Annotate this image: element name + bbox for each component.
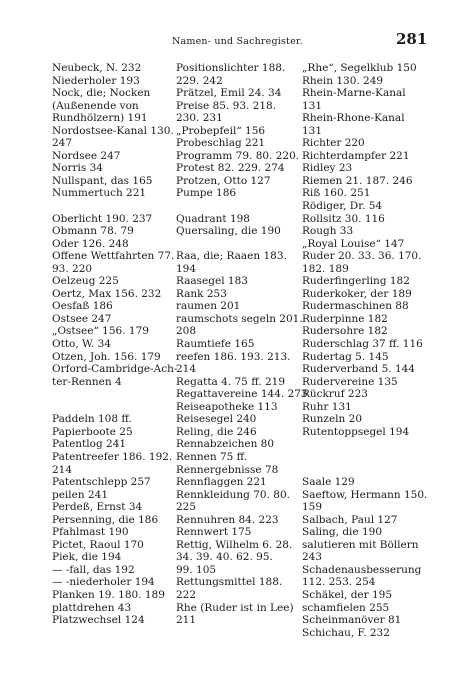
index-entry-line: Rhein 130. 249 xyxy=(302,74,384,87)
index-entry-line: Perdeß, Ernst 34 xyxy=(52,501,143,514)
index-entry-line: Prätzel, Emil 24. 34 xyxy=(176,87,282,100)
index-entry-line: 222 xyxy=(176,588,197,601)
index-entry-line: Rutentoppsegel 194 xyxy=(302,425,410,438)
index-entry-line: Orford-Cambridge-Ach- xyxy=(52,363,178,376)
index-entry-line: Rundhölzern) 191 xyxy=(52,112,148,125)
section-gap xyxy=(52,401,178,414)
index-entry-line: Pumpe 186 xyxy=(176,187,237,200)
index-entry-line: Ruderpinne 182 xyxy=(302,312,388,325)
index-entry-line: 211 xyxy=(176,614,197,627)
index-entry-line: Rettig, Wilhelm 6. 28. xyxy=(176,538,293,551)
index-entry-line: Neubeck, N. 232 xyxy=(52,62,142,74)
index-entry-line: plattdrehen 43 xyxy=(52,601,132,614)
index-entry-line: Rough 33 xyxy=(302,225,354,238)
index-entry-line: 159 xyxy=(302,501,323,514)
index-entry-line: 99. 105 xyxy=(176,563,217,576)
index-entry-line: 230. 231 xyxy=(176,112,223,125)
index-entry-line: Rückruf 223 xyxy=(302,388,368,401)
index-entry-line: Rhein-Rhone-Kanal xyxy=(302,112,405,125)
index-entry-line: Rennabzeichen 80 xyxy=(176,438,275,451)
section-gap xyxy=(302,451,434,464)
index-entry-line: Nordsee 247 xyxy=(52,149,121,162)
index-entry-line: Rennen 75 ff. xyxy=(176,450,248,463)
index-entry-line: 93. 220 xyxy=(52,262,93,275)
index-entry-line: Patentreefer 186. 192. xyxy=(52,450,173,463)
index-entry-line: 243 xyxy=(302,551,323,564)
index-entry-line: Otto, W. 34 xyxy=(52,338,112,351)
index-entry-line: Rennflaggen 221 xyxy=(176,476,267,489)
index-entry-line: Ostsee 247 xyxy=(52,312,112,325)
index-entry-line: Raasegel 183 xyxy=(176,275,248,288)
section-gap xyxy=(302,438,434,451)
index-entry-line: Schadenausbesserung xyxy=(302,563,422,576)
index-entry-line: Platzwechsel 124 xyxy=(52,614,145,627)
index-entry-line: — -niederholer 194 xyxy=(52,576,155,589)
index-entry-line: Nordostsee-Kanal 130. xyxy=(52,124,174,137)
section-gap xyxy=(52,388,178,401)
index-entry-line: — -fall, das 192 xyxy=(52,563,135,576)
index-entry-line: 194 xyxy=(176,262,197,275)
index-entry-line: Persenning, die 186 xyxy=(52,513,159,526)
index-entry-line: Rennkleidung 70. 80. xyxy=(176,488,290,501)
index-entry-line: (Außenende von xyxy=(52,99,139,112)
index-entry-line: Oelzeug 225 xyxy=(52,275,119,288)
section-gap xyxy=(302,464,434,477)
index-entry-line: Rudervereine 135 xyxy=(302,375,398,388)
index-entry-line: Pfahlmast 190 xyxy=(52,526,129,539)
index-entry-line: Reisesegel 240 xyxy=(176,413,257,426)
index-entry-line: raumschots segeln 201. xyxy=(176,312,303,325)
index-entry-line: Rhe (Ruder ist in Lee) xyxy=(176,601,294,614)
index-entry-line: Rödiger, Dr. 54 xyxy=(302,200,383,213)
index-entry-line: 214 xyxy=(52,463,73,476)
index-entry-line: Oesfaß 186 xyxy=(52,300,113,313)
index-entry-line: „Probepfeil“ 156 xyxy=(176,124,266,137)
index-entry-line: Piek, die 194 xyxy=(52,551,122,564)
index-entry-line: 131 xyxy=(302,124,323,137)
index-entry-line: 112. 253. 254 xyxy=(302,576,376,589)
index-entry-line: Saling, die 190 xyxy=(302,526,383,539)
index-entry-line: 34. 39. 40. 62. 95. xyxy=(176,551,273,564)
page-header xyxy=(0,30,467,54)
index-entry-line: Oder 126. 248 xyxy=(52,237,129,250)
index-entry-line: salutieren mit Böllern xyxy=(302,538,419,551)
section-gap xyxy=(176,238,302,251)
index-entry-line: Ruderfingerling 182 xyxy=(302,275,410,288)
index-entry-line: Scheinmanöver 81 xyxy=(302,614,402,627)
index-entry-line: 214 xyxy=(176,363,197,376)
index-entry-line: 182. 189 xyxy=(302,262,349,275)
index-entry-line: Ruderkoker, der 189 xyxy=(302,287,412,300)
index-entry-line: raumen 201 xyxy=(176,300,241,313)
section-gap xyxy=(176,200,302,213)
index-entry-line: ter-Rennen 4 xyxy=(52,375,122,388)
index-entry-line: Runzeln 20 xyxy=(302,413,362,426)
index-entry-line: „Ostsee“ 156. 179 xyxy=(52,325,149,338)
index-entry-line: Schäkel, der 195 xyxy=(302,588,393,601)
index-column-right xyxy=(302,62,434,639)
index-entry-line: Quersaling, die 190 xyxy=(176,225,281,238)
index-entry-line: Nullspant, das 165 xyxy=(52,174,153,187)
section-gap xyxy=(52,200,178,213)
index-entry-line: Programm 79. 80. 220. xyxy=(176,149,300,162)
index-entry-line: Patentlog 241 xyxy=(52,438,127,451)
index-entry-line: Rhein-Marne-Kanal xyxy=(302,87,406,100)
index-entry-line: Riß 160. 251 xyxy=(302,187,371,200)
index-entry-line: Regatta 4. 75 ff. 219 xyxy=(176,375,285,388)
index-entry-line: Ruderschlag 37 ff. 116 xyxy=(302,338,423,351)
index-entry-line: Offene Wettfahrten 77. xyxy=(52,250,175,263)
index-entry-line: Riemen 21. 187. 246 xyxy=(302,174,413,187)
index-entry-line: Oertz, Max 156. 232 xyxy=(52,287,162,300)
index-entry-line: Rennwert 175 xyxy=(176,526,252,539)
index-entry-line: Ruhr 131 xyxy=(302,400,352,413)
index-entry-line: Nock, die; Nocken xyxy=(52,87,151,100)
index-entry-line: Reiseapotheke 113 xyxy=(176,400,278,413)
index-entry-line: Nummertuch 221 xyxy=(52,187,147,200)
index-entry-line: peilen 241 xyxy=(52,488,109,501)
index-entry-line: Schichau, F. 232 xyxy=(302,626,390,639)
index-entry-line: 208 xyxy=(176,325,197,338)
index-column-middle xyxy=(176,62,308,627)
index-entry-line: 131 xyxy=(302,99,323,112)
index-entry-line: Planken 19. 180. 189 xyxy=(52,588,165,601)
index-entry-line: Ruder 20. 33. 36. 170. xyxy=(302,250,422,263)
index-entry-line: Protzen, Otto 127 xyxy=(176,174,271,187)
index-entry-line: Rudermaschinen 88 xyxy=(302,300,409,313)
index-entry-line: Paddeln 108 ff. xyxy=(52,413,132,426)
index-entry-line: Protest 82. 229. 274 xyxy=(176,162,285,175)
index-entry-line: Salbach, Paul 127 xyxy=(302,513,398,526)
index-entry-line: Rudersohre 182 xyxy=(302,325,388,338)
index-entry-line: Saeftow, Hermann 150. xyxy=(302,488,428,501)
index-column-left xyxy=(52,62,178,627)
index-entry-line: Probeschlag 221 xyxy=(176,137,266,150)
index-entry-line: Ruderverband 5. 144 xyxy=(302,363,415,376)
index-entry-line: Raumtiefe 165 xyxy=(176,338,255,351)
index-entry-line: Rank 253 xyxy=(176,287,227,300)
index-entry-line: reefen 186. 193. 213. xyxy=(176,350,291,363)
index-entry-line: Obmann 78. 79 xyxy=(52,225,134,238)
index-entry-line: schamfielen 255 xyxy=(302,601,390,614)
page-number: 281 xyxy=(396,30,428,48)
index-entry-line: Positionslichter 188. xyxy=(176,62,286,74)
index-entry-line: Pictet, Raoul 170 xyxy=(52,538,144,551)
index-entry-line: Rudertag 5. 145 xyxy=(302,350,389,363)
running-title: Namen- und Sachregister. xyxy=(172,36,303,47)
index-entry-line: Otzen, Joh. 156. 179 xyxy=(52,350,161,363)
index-entry-line: „Royal Louise“ 147 xyxy=(302,237,405,250)
index-entry-line: 225 xyxy=(176,501,197,514)
index-entry-line: Quadrant 198 xyxy=(176,212,250,225)
index-entry-line: Regattavereine 144. 273 xyxy=(176,388,308,401)
index-entry-line: Rollsitz 30. 116 xyxy=(302,212,385,225)
index-entry-line: Raa, die; Raaen 183. xyxy=(176,250,287,263)
index-entry-line: Oberlicht 190. 237 xyxy=(52,212,153,225)
index-entry-line: Richterdampfer 221 xyxy=(302,149,410,162)
index-entry-line: Norris 34 xyxy=(52,162,103,175)
index-entry-line: Niederholer 193 xyxy=(52,74,140,87)
index-entry-line: Patentschlepp 257 xyxy=(52,476,151,489)
index-entry-line: Rennuhren 84. 223 xyxy=(176,513,279,526)
index-entry-line: „Rhe“, Segelklub 150 xyxy=(302,62,417,74)
index-entry-line: Reling, die 246 xyxy=(176,425,257,438)
index-entry-line: Ridley 23 xyxy=(302,162,353,175)
index-entry-line: Rettungsmittel 188. xyxy=(176,576,283,589)
index-entry-line: 229. 242 xyxy=(176,74,223,87)
index-entry-line: 247 xyxy=(52,137,73,150)
index-entry-line: Rennergebnisse 78 xyxy=(176,463,279,476)
index-entry-line: Preise 85. 93. 218. xyxy=(176,99,277,112)
index-entry-line: Papierboote 25 xyxy=(52,425,133,438)
index-entry-line: Saale 129 xyxy=(302,476,355,489)
index-entry-line: Richter 220 xyxy=(302,137,365,150)
